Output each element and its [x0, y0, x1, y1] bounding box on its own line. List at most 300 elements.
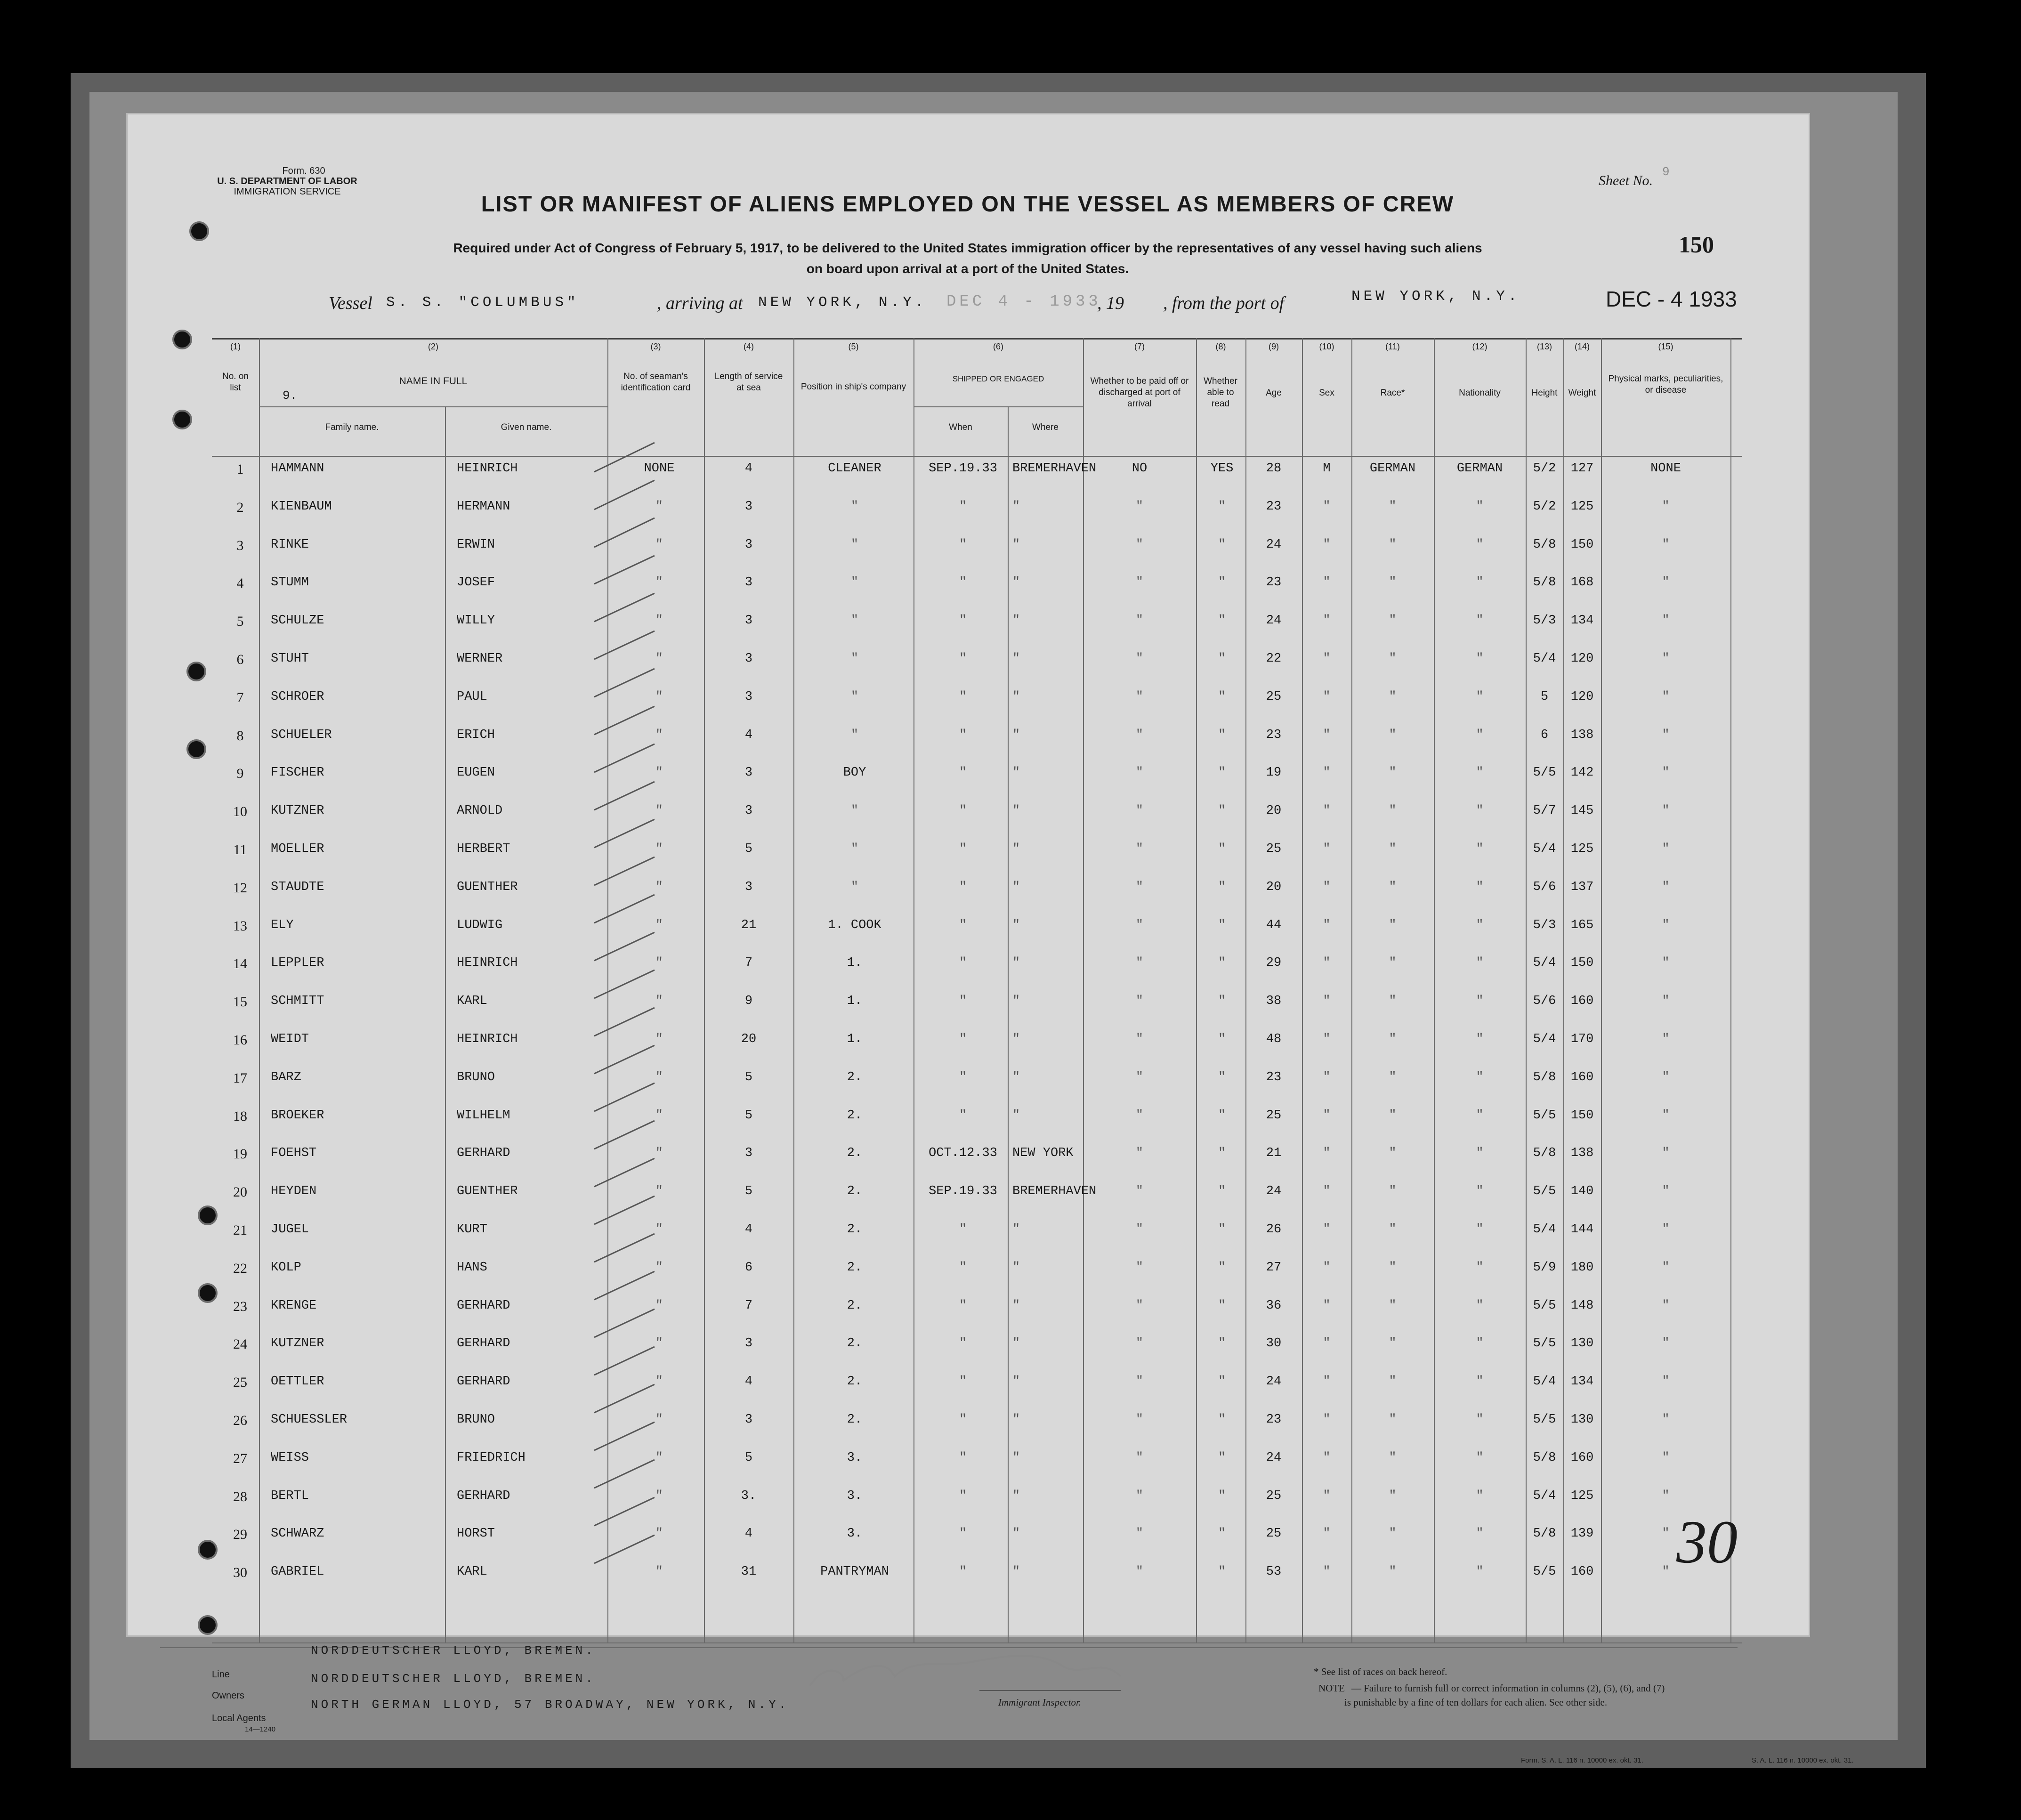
weight-cell: 139	[1570, 1527, 1594, 1541]
age-cell: 22	[1266, 652, 1282, 666]
position-cell: "	[850, 689, 859, 704]
sex-cell: "	[1323, 1450, 1331, 1465]
age-cell: 23	[1266, 1413, 1282, 1427]
age-cell: 26	[1266, 1222, 1282, 1237]
where-cell: "	[1012, 1527, 1020, 1541]
when-cell: "	[959, 1565, 967, 1579]
note-label: NOTE	[1318, 1682, 1345, 1694]
sex-cell: "	[1323, 1336, 1331, 1351]
age-cell: 24	[1266, 1450, 1282, 1465]
physical-marks-cell: "	[1662, 842, 1670, 856]
age-cell: 20	[1266, 804, 1282, 818]
when-cell: "	[959, 842, 967, 856]
position-cell: 1.	[847, 956, 863, 971]
header-race: Race*	[1380, 388, 1405, 398]
physical-marks-cell: "	[1662, 880, 1670, 894]
position-cell: "	[850, 728, 859, 742]
sex-cell: "	[1323, 499, 1331, 514]
nationality-cell: "	[1476, 994, 1484, 1009]
nationality-cell: "	[1476, 1108, 1484, 1123]
race-cell: "	[1389, 1108, 1397, 1123]
given-name-cell: ARNOLD	[457, 804, 503, 818]
where-cell: "	[1012, 1450, 1020, 1465]
seaman-card-cell: "	[655, 1184, 663, 1199]
height-cell: 5/5	[1533, 766, 1556, 780]
sex-cell: "	[1323, 842, 1331, 856]
given-name-cell: WERNER	[457, 652, 503, 666]
vessel-label: Vessel	[329, 293, 372, 313]
paid-off-cell: "	[1135, 499, 1144, 514]
column-number: (10)	[1319, 342, 1334, 351]
age-cell: 29	[1266, 956, 1282, 971]
page-number: 150	[1679, 231, 1714, 258]
header-no-on-list: No. on list	[222, 372, 249, 393]
sex-cell: "	[1323, 652, 1331, 666]
races-note: * See list of races on back hereof.	[1314, 1666, 1447, 1677]
age-cell: 28	[1266, 461, 1282, 476]
when-cell: "	[959, 499, 967, 514]
race-cell: "	[1389, 689, 1397, 704]
form-number: Form. 630	[282, 166, 325, 176]
physical-marks-cell: "	[1662, 918, 1670, 932]
given-name-cell: ERWIN	[457, 537, 495, 552]
sex-cell: "	[1323, 1222, 1331, 1237]
position-cell: "	[850, 842, 859, 856]
age-cell: 24	[1266, 1375, 1282, 1389]
age-cell: 27	[1266, 1260, 1282, 1275]
row-number: 15	[233, 994, 247, 1010]
row-number: 16	[233, 1032, 247, 1048]
vessel-name: S. S. "COLUMBUS"	[386, 294, 579, 311]
age-cell: 25	[1266, 842, 1282, 856]
height-cell: 5/8	[1533, 1450, 1556, 1465]
age-cell: 48	[1266, 1032, 1282, 1046]
where-cell: "	[1012, 1413, 1020, 1427]
height-cell: 5/2	[1533, 499, 1556, 514]
nationality-cell: "	[1476, 766, 1484, 780]
position-cell: 2.	[847, 1260, 863, 1275]
position-cell: 2.	[847, 1413, 863, 1427]
physical-marks-cell: "	[1662, 728, 1670, 742]
physical-marks-cell: "	[1662, 766, 1670, 780]
row-number: 11	[233, 842, 247, 857]
race-cell: "	[1389, 499, 1397, 514]
race-cell: "	[1389, 575, 1397, 590]
height-cell: 5/4	[1533, 1222, 1556, 1237]
agents-label: Local Agents	[212, 1713, 266, 1723]
position-cell: 2.	[847, 1336, 863, 1351]
family-name-cell: STAUDTE	[271, 880, 324, 894]
seaman-card-cell: "	[655, 1375, 663, 1389]
age-cell: 21	[1266, 1146, 1282, 1161]
when-cell: "	[959, 1260, 967, 1275]
paid-off-cell: "	[1135, 1108, 1144, 1123]
position-cell: "	[850, 652, 859, 666]
race-cell: "	[1389, 842, 1397, 856]
form-reference: Form. S. A. L. 116 n. 10000 ex. okt. 31.	[1521, 1756, 1643, 1764]
paid-off-cell: "	[1135, 614, 1144, 628]
seaman-card-cell: "	[655, 1565, 663, 1579]
weight-cell: 145	[1570, 804, 1594, 818]
where-cell: BREMERHAVEN	[1012, 461, 1097, 476]
age-cell: 25	[1266, 1527, 1282, 1541]
physical-marks-cell: "	[1662, 1450, 1670, 1465]
paid-off-cell: "	[1135, 918, 1144, 932]
where-cell: "	[1012, 1222, 1020, 1237]
weight-cell: 165	[1570, 918, 1594, 932]
where-cell: "	[1012, 1260, 1020, 1275]
where-cell: "	[1012, 1298, 1020, 1313]
column-number: (11)	[1385, 342, 1400, 351]
weight-cell: 127	[1570, 461, 1594, 476]
able-to-read-cell: "	[1218, 1032, 1226, 1046]
header-physical-marks: Physical marks, peculiarities, or disease	[1608, 374, 1723, 395]
able-to-read-cell: "	[1218, 766, 1226, 780]
family-name-cell: BARZ	[271, 1070, 301, 1084]
when-cell: "	[959, 1032, 967, 1046]
given-name-cell: KARL	[457, 994, 487, 1009]
row-number: 21	[233, 1222, 247, 1238]
age-cell: 30	[1266, 1336, 1282, 1351]
position-cell: "	[850, 537, 859, 552]
sex-cell: "	[1323, 804, 1331, 818]
physical-marks-cell: NONE	[1650, 461, 1681, 476]
age-cell: 24	[1266, 614, 1282, 628]
header-when: When	[949, 422, 972, 432]
when-cell: "	[959, 1070, 967, 1084]
where-cell: "	[1012, 1565, 1020, 1579]
race-cell: "	[1389, 537, 1397, 552]
nationality-cell: "	[1476, 652, 1484, 666]
family-name-cell: SCHULZE	[271, 614, 324, 628]
length-service-cell: 5	[744, 1108, 753, 1123]
sex-cell: "	[1323, 575, 1331, 590]
where-cell: "	[1012, 842, 1020, 856]
column-number: (5)	[848, 342, 859, 351]
nationality-cell: "	[1476, 1527, 1484, 1541]
given-name-cell: HEINRICH	[457, 461, 518, 476]
when-cell: SEP.19.33	[929, 461, 997, 476]
family-name-cell: STUMM	[271, 575, 309, 590]
position-cell: CLEANER	[828, 461, 881, 476]
row-number: 3	[236, 537, 244, 553]
age-cell: 23	[1266, 728, 1282, 742]
physical-marks-cell: "	[1662, 1336, 1670, 1351]
seaman-card-cell: "	[655, 1222, 663, 1237]
height-cell: 5/7	[1533, 804, 1556, 818]
sex-cell: "	[1323, 766, 1331, 780]
length-service-cell: 4	[744, 1527, 753, 1541]
given-name-cell: HEINRICH	[457, 956, 518, 971]
length-service-cell: 7	[744, 956, 753, 971]
column-number: (3)	[650, 342, 661, 351]
length-service-cell: 3	[744, 1413, 753, 1427]
given-name-cell: HANS	[457, 1260, 487, 1275]
able-to-read-cell: "	[1218, 499, 1226, 514]
where-cell: "	[1012, 956, 1020, 971]
given-name-cell: BRUNO	[457, 1413, 495, 1427]
from-port: NEW YORK, N.Y.	[1351, 288, 1520, 305]
seaman-card-cell: "	[655, 1298, 663, 1313]
physical-marks-cell: "	[1662, 1222, 1670, 1237]
where-cell: "	[1012, 1488, 1020, 1503]
line-value: NORDDEUTSCHER LLOYD, BREMEN.	[311, 1643, 596, 1658]
given-name-cell: GERHARD	[457, 1298, 510, 1313]
weight-cell: 160	[1570, 1070, 1594, 1084]
weight-cell: 150	[1570, 956, 1594, 971]
nationality-cell: GERMAN	[1456, 461, 1503, 476]
nationality-cell: "	[1476, 1222, 1484, 1237]
when-cell: "	[959, 614, 967, 628]
nationality-cell: "	[1476, 1413, 1484, 1427]
height-cell: 5/5	[1533, 1565, 1556, 1579]
physical-marks-cell: "	[1662, 1108, 1670, 1123]
where-cell: "	[1012, 1070, 1020, 1084]
race-cell: "	[1389, 1450, 1397, 1465]
given-name-cell: GERHARD	[457, 1146, 510, 1161]
family-name-cell: FISCHER	[271, 766, 324, 780]
height-cell: 5/9	[1533, 1260, 1556, 1275]
family-name-cell: SCHMITT	[271, 994, 324, 1009]
weight-cell: 160	[1570, 1565, 1594, 1579]
where-cell: "	[1012, 575, 1020, 590]
length-service-cell: 6	[744, 1260, 753, 1275]
given-name-cell: KARL	[457, 1565, 487, 1579]
position-cell: 2.	[847, 1070, 863, 1084]
position-cell: 1.	[847, 994, 863, 1009]
weight-cell: 150	[1570, 1108, 1594, 1123]
where-cell: "	[1012, 689, 1020, 704]
position-cell: "	[850, 614, 859, 628]
from-port-label: , from the port of	[1163, 293, 1285, 313]
age-cell: 25	[1266, 689, 1282, 704]
height-cell: 5/5	[1533, 1413, 1556, 1427]
able-to-read-cell: "	[1218, 994, 1226, 1009]
height-cell: 5/4	[1533, 1375, 1556, 1389]
race-cell: GERMAN	[1369, 461, 1416, 476]
header-weight: Weight	[1568, 388, 1596, 398]
height-cell: 6	[1540, 728, 1549, 742]
position-cell: 3.	[847, 1450, 863, 1465]
weight-cell: 180	[1570, 1260, 1594, 1275]
physical-marks-cell: "	[1662, 614, 1670, 628]
seaman-card-cell: "	[655, 1413, 663, 1427]
weight-cell: 142	[1570, 766, 1594, 780]
physical-marks-cell: "	[1662, 956, 1670, 971]
seaman-card-cell: "	[655, 804, 663, 818]
nationality-cell: "	[1476, 1260, 1484, 1275]
race-cell: "	[1389, 652, 1397, 666]
position-cell: 3.	[847, 1527, 863, 1541]
header-where: Where	[1032, 422, 1059, 432]
nationality-cell: "	[1476, 918, 1484, 932]
nationality-cell: "	[1476, 1336, 1484, 1351]
physical-marks-cell: "	[1662, 537, 1670, 552]
when-cell: "	[959, 689, 967, 704]
race-cell: "	[1389, 1032, 1397, 1046]
sex-cell: "	[1323, 1298, 1331, 1313]
column-number: (8)	[1215, 342, 1226, 351]
row-number: 24	[233, 1336, 247, 1352]
sex-cell: "	[1323, 614, 1331, 628]
weight-cell: 150	[1570, 537, 1594, 552]
row-number: 17	[233, 1070, 247, 1086]
family-name-cell: KUTZNER	[271, 1336, 324, 1351]
sex-cell: "	[1323, 1527, 1331, 1541]
family-name-cell: RINKE	[271, 537, 309, 552]
where-cell: "	[1012, 994, 1020, 1009]
length-service-cell: 9	[744, 994, 753, 1009]
given-name-cell: GERHARD	[457, 1336, 510, 1351]
seaman-card-cell: "	[655, 728, 663, 742]
length-service-cell: 20	[741, 1032, 757, 1046]
row-number: 12	[233, 880, 247, 896]
paid-off-cell: "	[1135, 880, 1144, 894]
height-cell: 5/8	[1533, 1146, 1556, 1161]
able-to-read-cell: "	[1218, 956, 1226, 971]
where-cell: "	[1012, 880, 1020, 894]
able-to-read-cell: "	[1218, 804, 1226, 818]
weight-cell: 130	[1570, 1413, 1594, 1427]
given-name-cell: JOSEF	[457, 575, 495, 590]
height-cell: 5/2	[1533, 461, 1556, 476]
family-name-cell: SCHUESSLER	[271, 1413, 348, 1427]
row-number: 4	[236, 575, 244, 591]
height-cell: 5/4	[1533, 842, 1556, 856]
sex-cell: "	[1323, 918, 1331, 932]
nationality-cell: "	[1476, 842, 1484, 856]
nationality-cell: "	[1476, 956, 1484, 971]
weight-cell: 138	[1570, 728, 1594, 742]
nationality-cell: "	[1476, 1488, 1484, 1503]
physical-marks-cell: "	[1662, 804, 1670, 818]
header-height: Height	[1531, 388, 1558, 398]
sex-cell: M	[1323, 461, 1331, 476]
paid-off-cell: "	[1135, 1413, 1144, 1427]
paid-off-cell: NO	[1132, 461, 1148, 476]
race-cell: "	[1389, 1070, 1397, 1084]
when-cell: "	[959, 1488, 967, 1503]
race-cell: "	[1389, 614, 1397, 628]
family-name-cell: ELY	[271, 918, 294, 932]
paid-off-cell: "	[1135, 1222, 1144, 1237]
inspector-label: Immigrant Inspector.	[998, 1697, 1082, 1708]
seaman-card-cell: NONE	[644, 461, 675, 476]
position-cell: 2.	[847, 1375, 863, 1389]
where-cell: BREMERHAVEN	[1012, 1184, 1097, 1199]
able-to-read-cell: "	[1218, 1070, 1226, 1084]
when-cell: "	[959, 804, 967, 818]
where-cell: NEW YORK	[1012, 1146, 1074, 1161]
weight-cell: 137	[1570, 880, 1594, 894]
header-sex: Sex	[1319, 388, 1334, 398]
age-cell: 53	[1266, 1565, 1282, 1579]
given-name-cell: GUENTHER	[457, 880, 518, 894]
header-given-name: Given name.	[501, 422, 552, 432]
seaman-card-cell: "	[655, 614, 663, 628]
when-cell: "	[959, 575, 967, 590]
age-cell: 38	[1266, 994, 1282, 1009]
given-name-cell: LUDWIG	[457, 918, 503, 932]
nationality-cell: "	[1476, 1565, 1484, 1579]
length-service-cell: 5	[744, 1184, 753, 1199]
length-service-cell: 4	[744, 728, 753, 742]
length-service-cell: 4	[744, 461, 753, 476]
age-cell: 25	[1266, 1488, 1282, 1503]
able-to-read-cell: "	[1218, 880, 1226, 894]
weight-cell: 134	[1570, 1375, 1594, 1389]
paid-off-cell: "	[1135, 1146, 1144, 1161]
family-name-cell: SCHROER	[271, 689, 324, 704]
length-service-cell: 3	[744, 537, 753, 552]
height-cell: 5/8	[1533, 575, 1556, 590]
seaman-card-cell: "	[655, 1146, 663, 1161]
nationality-cell: "	[1476, 728, 1484, 742]
family-name-cell: MOELLER	[271, 842, 324, 856]
able-to-read-cell: YES	[1210, 461, 1234, 476]
paid-off-cell: "	[1135, 1375, 1144, 1389]
nationality-cell: "	[1476, 1298, 1484, 1313]
subtitle-line-1: Required under Act of Congress of February 5, 1917, to be delivered to the United States immigration officer by the representatives of any vessel having such aliens	[453, 241, 1482, 255]
weight-cell: 148	[1570, 1298, 1594, 1313]
family-name-cell: HAMMANN	[271, 461, 324, 476]
when-cell: "	[959, 766, 967, 780]
physical-marks-cell: "	[1662, 1565, 1670, 1579]
family-name-cell: SCHUELER	[271, 728, 332, 742]
when-cell: "	[959, 918, 967, 932]
physical-marks-cell: "	[1662, 1184, 1670, 1199]
race-cell: "	[1389, 1260, 1397, 1275]
nationality-cell: "	[1476, 804, 1484, 818]
height-cell: 5/6	[1533, 994, 1556, 1009]
header-shipped-engaged: SHIPPED OR ENGAGED	[952, 374, 1044, 383]
weight-cell: 125	[1570, 1488, 1594, 1503]
when-cell: "	[959, 1336, 967, 1351]
sheet-number: 9	[1662, 165, 1670, 179]
given-name-cell: BRUNO	[457, 1070, 495, 1084]
seaman-card-cell: "	[655, 918, 663, 932]
weight-cell: 140	[1570, 1184, 1594, 1199]
column-number: (15)	[1658, 342, 1673, 351]
seaman-card-cell: "	[655, 1108, 663, 1123]
column-number: (4)	[744, 342, 754, 351]
weight-cell: 144	[1570, 1222, 1594, 1237]
when-cell: "	[959, 652, 967, 666]
given-name-cell: GERHARD	[457, 1375, 510, 1389]
race-cell: "	[1389, 1413, 1397, 1427]
position-cell: "	[850, 880, 859, 894]
handwritten-total: 30	[1676, 1508, 1738, 1576]
length-service-cell: 3	[744, 1146, 753, 1161]
weight-cell: 130	[1570, 1336, 1594, 1351]
sex-cell: "	[1323, 728, 1331, 742]
row-number: 19	[233, 1146, 247, 1162]
column-number: (14)	[1574, 342, 1590, 351]
able-to-read-cell: "	[1218, 1184, 1226, 1199]
paid-off-cell: "	[1135, 956, 1144, 971]
nationality-cell: "	[1476, 1070, 1484, 1084]
row-number: 1	[236, 461, 244, 477]
row-number: 5	[236, 614, 244, 630]
nationality-cell: "	[1476, 1184, 1484, 1199]
paid-off-cell: "	[1135, 1032, 1144, 1046]
when-cell: SEP.19.33	[929, 1184, 997, 1199]
height-cell: 5/6	[1533, 880, 1556, 894]
age-cell: 25	[1266, 1108, 1282, 1123]
length-service-cell: 3	[744, 766, 753, 780]
header-position: Position in ship's company	[800, 382, 906, 392]
form-reference-right: S. A. L. 116 n. 10000 ex. okt. 31.	[1752, 1756, 1854, 1764]
